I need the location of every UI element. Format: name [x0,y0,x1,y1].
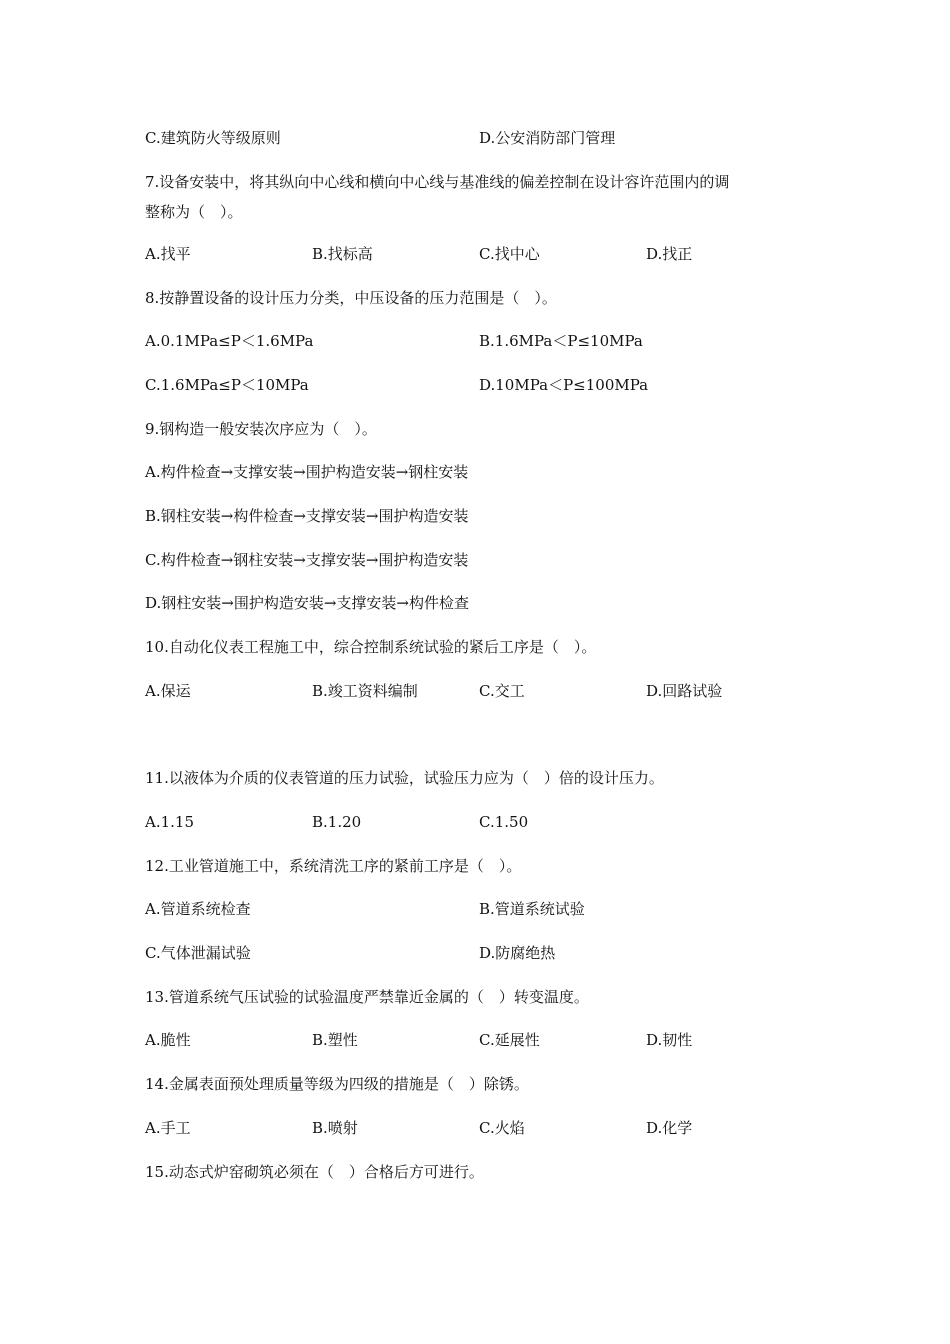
q6-option-d: D.公安消防部门管理 [479,129,616,147]
q9-option-b: B.钢柱安装→构件检查→支撑安装→围护构造安装 [145,507,469,525]
q10-option-a: A.保运 [145,682,191,700]
q9-stem: 9.钢构造一般安装次序应为（ ）。 [145,420,377,438]
q12-option-d: D.防腐绝热 [479,944,556,962]
q11-stem: 11.以液体为介质的仪表管道的压力试验，试验压力应为（ ）倍的设计压力。 [145,769,664,787]
q12-option-a: A.管道系统检查 [145,900,251,918]
q8-stem: 8.按静置设备的设计压力分类，中压设备的压力范围是（ ）。 [145,289,557,307]
q8-option-b: B.1.6MPa＜P≤10MPa [479,332,643,350]
q11-option-a: A.1.15 [145,813,194,831]
q10-option-b: B.竣工资料编制 [312,682,418,700]
q13-stem: 13.管道系统气压试验的试验温度严禁靠近金属的（ ）转变温度。 [145,988,589,1006]
q6-option-c: C.建筑防火等级原则 [145,129,281,147]
q13-option-d: D.韧性 [646,1031,693,1049]
q9-option-c: C.构件检查→钢柱安装→支撑安装→围护构造安装 [145,551,469,569]
q14-option-b: B.喷射 [312,1119,358,1137]
q12-option-c: C.气体泄漏试验 [145,944,251,962]
q10-option-d: D.回路试验 [646,682,723,700]
q11-option-b: B.1.20 [312,813,362,831]
q8-option-a: A.0.1MPa≤P＜1.6MPa [145,332,314,350]
q9-option-a: A.构件检查→支撑安装→围护构造安装→钢柱安装 [145,463,469,481]
q7-option-c: C.找中心 [479,245,540,263]
q7-stem-line2: 整称为（ ）。 [145,203,243,221]
q13-option-b: B.塑性 [312,1031,358,1049]
q7-option-a: A.找平 [145,245,191,263]
q14-option-d: D.化学 [646,1119,693,1137]
q14-option-a: A.手工 [145,1119,191,1137]
q12-stem: 12.工业管道施工中，系统清洗工序的紧前工序是（ ）。 [145,857,522,875]
q8-option-c: C.1.6MPa≤P＜10MPa [145,376,309,394]
q7-option-b: B.找标高 [312,245,373,263]
q10-option-c: C.交工 [479,682,525,700]
q7-stem-line1: 7.设备安装中，将其纵向中心线和横向中心线与基准线的偏差控制在设计容许范围内的调 [145,173,730,191]
q9-option-d: D.钢柱安装→围护构造安装→支撑安装→构件检查 [145,594,469,612]
q13-option-a: A.脆性 [145,1031,191,1049]
q14-option-c: C.火焰 [479,1119,525,1137]
q7-option-d: D.找正 [646,245,693,263]
q12-option-b: B.管道系统试验 [479,900,585,918]
q13-option-c: C.延展性 [479,1031,540,1049]
q15-stem: 15.动态式炉窑砌筑必须在（ ）合格后方可进行。 [145,1163,484,1181]
q10-stem: 10.自动化仪表工程施工中，综合控制系统试验的紧后工序是（ ）。 [145,638,597,656]
q8-option-d: D.10MPa＜P≤100MPa [479,376,649,394]
q11-option-c: C.1.50 [479,813,529,831]
q14-stem: 14.金属表面预处理质量等级为四级的措施是（ ）除锈。 [145,1075,529,1093]
